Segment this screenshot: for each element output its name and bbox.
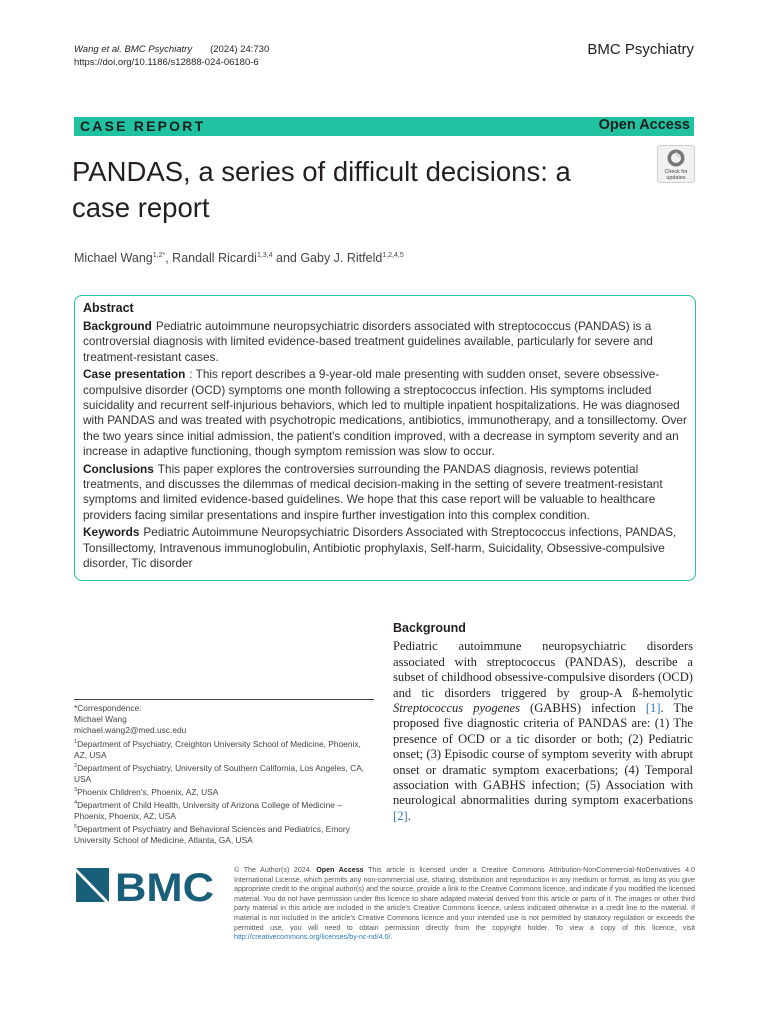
author-name[interactable]: Michael Wang (74, 251, 153, 265)
case-label: Case presentation (83, 367, 186, 382)
journal-name: BMC Psychiatry (587, 41, 694, 58)
conclusions-text: This paper explores the controversies surrounding the PANDAS diagnosis, reviews potential treatments, and discusses the dilemmas of medical decision-making in the setting of severe treatment-resistant symptoms and limited evidence-based guidelines. We hope that this case report will be valuable to healthcare providers facing similar presentations and inspire further investigation into this complex condition. (83, 461, 663, 522)
case-text: : This report describes a 9-year-old male presenting with sudden onset, severe obsessive-compulsive disorder (OCD) symptoms one month following a streptococcus infection. His symptoms included suicidality and recurrent self-injurious behaviors, which led to multiple inpatient hospitalizations. He was diagnosed with PANDAS and was treated with psychotropic medications, antibiotics, immunotherapy, and a tonsillectomy. Over the two years since initial admission, the patient's condition improved, with a decrease in symptom severity and an increase in adaptive functioning, though symptom remission was slow to occur. (83, 367, 687, 459)
abstract-background (83, 319, 687, 365)
bmc-logo (76, 868, 216, 906)
affiliation-number: 5 (74, 824, 78, 831)
author-list (74, 251, 404, 265)
author-name[interactable]: Gaby J. Ritfeld (300, 251, 383, 265)
conclusions-label: Conclusions (83, 461, 154, 476)
license-statement (234, 866, 695, 943)
affiliation-number: 2 (74, 762, 78, 769)
abstract-keywords (83, 525, 687, 571)
header-authors: Wang et al. BMC Psychiatry (74, 44, 193, 55)
open-access-label: Open Access (598, 117, 690, 133)
affiliation-text: Department of Psychiatry, University of Southern California, Los Angeles, CA, USA (74, 762, 365, 784)
affiliation-number: 3 (74, 787, 78, 794)
article-title: PANDAS, a series of difficult decisions: a case report (72, 156, 571, 223)
body-paragraph (393, 639, 693, 824)
keywords-text: Pediatric Autoimmune Neuropsychiatric Disorders Associated with Streptococcus infections, PANDAS, Tonsillectomy, Intravenous immunoglobulin, Antibiotic prophylaxis, Self-harm, Suicidality, Obsessive-compulsive disorder, Tic disorder (83, 525, 677, 571)
license-link[interactable]: http://creativecommons.org/licenses/by-nc-nd/4.0/ (234, 933, 391, 942)
keywords-label: Keywords (83, 525, 140, 540)
author-affiliation: 1,2,4,5 (382, 251, 404, 259)
citation-link[interactable]: [1] (645, 701, 661, 716)
correspondence-name: Michael Wang (74, 714, 127, 725)
license-open-access: Open Access (316, 866, 364, 874)
footnotes (74, 703, 374, 846)
correspondence-label: *Correspondence: (74, 703, 142, 713)
article-type: CASE REPORT (80, 118, 206, 134)
affiliation-text: Department of Psychiatry and Behavioral Sciences and Pediatrics, Emory University School of Medicine, Atlanta, GA, USA (74, 824, 350, 846)
header-doi[interactable]: https://doi.org/10.1186/s12888-024-06180-6 (74, 57, 259, 68)
abstract-heading: Abstract (83, 301, 134, 315)
affiliation-text: Department of Psychiatry, Creighton University School of Medicine, Phoenix, AZ, USA (74, 738, 361, 760)
license-text: This article is licensed under a Creative Commons Attribution-NonCommercial-NoDerivatives 4.0 International License, which permits any non-commercial use, sharing, distribution and reproduction in any medium or format, as long as you give appropriate credit to the original author(s) and the source, provide a link to the Creative Commons licence, and indicate if you modified the licensed material. You do not have permission under this licence to share adapted material derived from this article or parts of it. The images or other third party material in this article are included in the article's Creative Commons licence, unless indicated otherwise in a credit line to the material. If material is not included in the article's Creative Commons licence and your intended use is not permitted by statutory regulation or exceeds the permitted use, you will need to obtain permission directly from the copyright holder. To view a copy of this licence, visit (234, 866, 695, 932)
check-for-updates-icon[interactable] (657, 145, 695, 183)
affiliation-item (74, 761, 374, 785)
footnote-divider (74, 699, 374, 700)
body-text: Pediatric autoimmune neuropsychiatric disorders associated with streptococcus (PANDAS), describe a subset of childhood obsessive-compulsive disorders (OCD) and tic disorders triggered by group-A ß-hemolytic (393, 639, 693, 700)
affiliation-item (74, 785, 374, 798)
author-separator: and (272, 251, 301, 265)
body-text: (GABHS) infection (520, 701, 646, 716)
author-affiliation: 1,3,4 (256, 251, 273, 259)
body-text: . (407, 808, 411, 823)
section-heading: Background (393, 621, 466, 635)
affiliation-item (74, 822, 374, 846)
license-prefix: © The Author(s) 2024. (234, 866, 312, 874)
affiliation-item (74, 798, 374, 822)
logo-text: BMC (115, 868, 214, 906)
running-header (74, 43, 269, 69)
header-year-volume: (2024) 24:730 (210, 44, 270, 55)
correspondence-email[interactable]: michael.wang2@med.usc.edu (74, 725, 187, 736)
abstract-box (74, 295, 696, 581)
background-label: Background (83, 319, 152, 333)
affiliation-number: 4 (74, 800, 78, 807)
species-name: Streptococcus pyogenes (393, 701, 521, 716)
check-badge-line2: updates (666, 175, 686, 181)
author-separator: , (165, 251, 173, 265)
body-text: . The proposed five diagnostic criteria of PANDAS are: (1) The presence of OCD or a tic disorder or both; (2) Pediatric onset; (3) Episodic course of symptom severity with abrupt onset or dramatic symptom exacerbations; (4) Temporal association with GABHS infection; (5) Association with neurological abnormalities during symptom exacerbations (393, 701, 693, 808)
article-type-banner (74, 117, 694, 136)
affiliation-text: Phoenix Children's, Phoenix, AZ, USA (77, 786, 219, 797)
background-text: Pediatric autoimmune neuropsychiatric disorders associated with streptococcus (PANDAS) is a controversial diagnosis with limited evidence-based treatment guidelines available, particularly for severe and treatment-resistant cases. (83, 319, 653, 364)
citation-link[interactable]: [2] (393, 808, 408, 823)
abstract-conclusions (83, 462, 687, 524)
affiliation-number: 1 (74, 738, 78, 745)
affiliation-item (74, 737, 374, 761)
license-suffix: . (390, 933, 393, 942)
author-affiliation: 1,2* (152, 251, 166, 259)
abstract-case (83, 367, 687, 459)
author-name[interactable]: Randall Ricardi (172, 251, 257, 265)
affiliation-text: Department of Child Health, University of Arizona College of Medicine – Phoenix, Phoenix, AZ, USA (74, 799, 342, 822)
check-badge-line1: Check for (664, 169, 688, 175)
body-column (393, 621, 693, 824)
